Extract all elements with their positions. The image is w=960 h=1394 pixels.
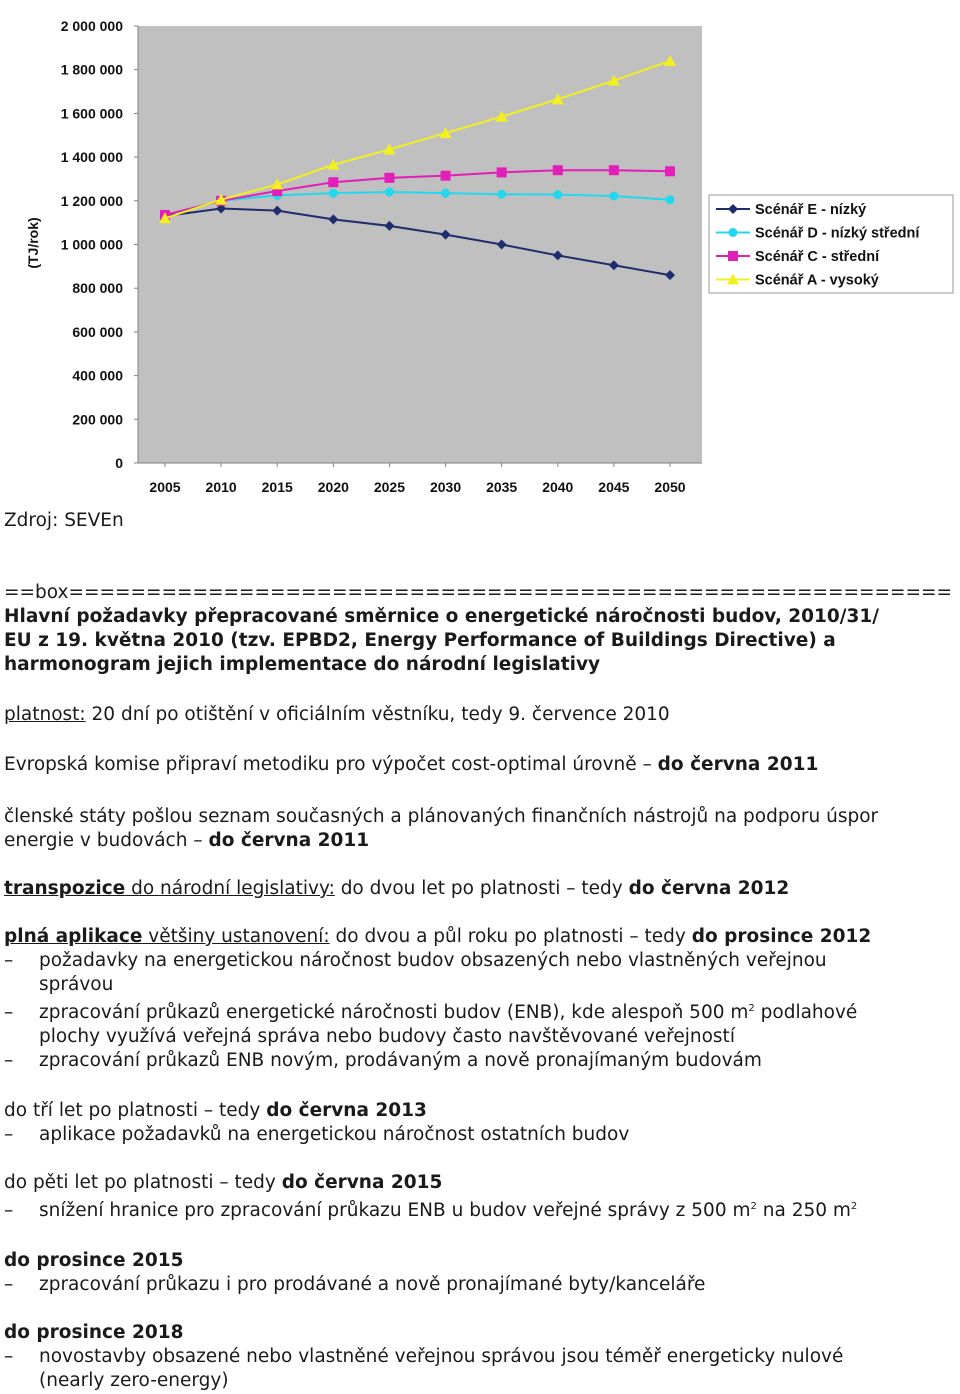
dec2018-item-line-1: novostavby obsazené nebo vlastněné veřejnou správou jsou téměř energeticky nulové bbox=[39, 1346, 844, 1367]
dec2018-item-line-2: (nearly zero-energy) bbox=[39, 1370, 229, 1391]
five-years-item-b: na 250 m bbox=[756, 1200, 851, 1221]
list-dash: – bbox=[4, 950, 14, 971]
list-dash: – bbox=[4, 1274, 14, 1295]
box-marker: ==box========================================================= bbox=[4, 582, 952, 603]
three-years-item: aplikace požadavků na energetickou náročnost ostatních budov bbox=[39, 1124, 630, 1145]
full-application-text: do dvou a půl roku po platnosti – tedy bbox=[329, 926, 692, 947]
five-years-line bbox=[4, 1171, 442, 1195]
y-tick-label: 1 000 000 bbox=[60, 236, 123, 253]
legend-marker-3 bbox=[728, 251, 738, 261]
superscript: 2 bbox=[748, 1003, 755, 1014]
x-tick-label: 2035 bbox=[486, 479, 518, 495]
data-point-2 bbox=[329, 189, 338, 198]
x-tick-label: 2045 bbox=[598, 479, 630, 495]
three-years-deadline: do června 2013 bbox=[266, 1100, 427, 1121]
x-tick-label: 2015 bbox=[261, 479, 293, 495]
data-point-2 bbox=[553, 190, 562, 199]
data-point-2 bbox=[497, 190, 506, 199]
dec2018-deadline: do prosince 2018 bbox=[4, 1322, 184, 1343]
legend-label-1: Scénář E - nízký bbox=[755, 202, 867, 218]
list-item-2-text: zpracování průkazů energetické náročnosti budov (ENB), kde alespoň 500 m bbox=[39, 1002, 749, 1023]
list-dash: – bbox=[4, 1124, 14, 1145]
x-tick-label: 2040 bbox=[542, 479, 574, 495]
y-tick-label: 1 800 000 bbox=[60, 61, 123, 78]
transposition-line bbox=[4, 877, 789, 901]
x-tick-label: 2025 bbox=[373, 479, 406, 495]
y-tick-label: 1 400 000 bbox=[60, 149, 123, 166]
heading-line-2: EU z 19. května 2010 (tzv. EPBD2, Energy Performance of Buildings Directive) a bbox=[4, 630, 836, 651]
full-application-label-rest: většiny ustanovení: bbox=[142, 926, 330, 947]
x-tick-label: 2005 bbox=[149, 479, 181, 495]
list-dash: – bbox=[4, 1346, 14, 1367]
heading-line-1: Hlavní požadavky přepracované směrnice o energetické náročnosti budov, 2010/31/ bbox=[4, 606, 880, 627]
transposition-label-rest: do národní legislativy: bbox=[125, 878, 335, 899]
dec2015-deadline: do prosince 2015 bbox=[4, 1250, 184, 1271]
data-point-3 bbox=[609, 165, 619, 175]
member-states-text: energie v budovách – bbox=[4, 830, 209, 851]
member-states-deadline: do června 2011 bbox=[208, 830, 370, 851]
list-item-1-line-2: správou bbox=[39, 974, 114, 995]
transposition-deadline: do června 2012 bbox=[628, 878, 790, 899]
list-item-1-line-1: požadavky na energetickou náročnost budov obsazených nebo vlastněných veřejnou bbox=[39, 950, 827, 971]
five-years-deadline: do června 2015 bbox=[281, 1172, 443, 1193]
chart-svg bbox=[0, 0, 960, 500]
full-application-label: plná aplikace bbox=[4, 926, 143, 947]
five-years-text: do pěti let po platnosti – tedy bbox=[4, 1172, 282, 1193]
transposition-label: transpozice bbox=[4, 878, 126, 899]
commission-deadline: do června 2011 bbox=[657, 754, 819, 775]
source-note: Zdroj: SEVEn bbox=[4, 510, 124, 531]
data-point-3 bbox=[497, 167, 507, 177]
legend-label-2: Scénář D - nízký střední bbox=[755, 225, 920, 242]
y-axis-label: (TJ/rok) bbox=[25, 217, 41, 269]
superscript: 2 bbox=[850, 1201, 858, 1212]
dec2015-item: zpracování průkazu i pro prodávané a nově pronajímané byty/kanceláře bbox=[39, 1274, 706, 1295]
validity-text: 20 dní po otištění v oficiálním věstníku, tedy 9. července 2010 bbox=[85, 704, 670, 725]
full-application-line bbox=[4, 925, 871, 949]
data-point-2 bbox=[441, 189, 450, 198]
legend-label-3: Scénář C - střední bbox=[755, 249, 880, 265]
data-point-3 bbox=[328, 177, 338, 187]
y-tick-label: 1 200 000 bbox=[60, 192, 123, 209]
data-point-2 bbox=[666, 195, 675, 204]
energy-scenarios-chart bbox=[0, 0, 960, 500]
y-tick-label: 1 600 000 bbox=[60, 105, 123, 122]
transposition-text: do dvou let po platnosti – tedy bbox=[334, 878, 629, 899]
three-years-text: do tří let po platnosti – tedy bbox=[4, 1100, 267, 1121]
x-tick-label: 2020 bbox=[317, 479, 349, 495]
list-item-2-text-end: podlahové bbox=[754, 1002, 858, 1023]
x-tick-label: 2050 bbox=[654, 479, 686, 495]
legend-marker-2 bbox=[729, 228, 738, 237]
list-dash: – bbox=[4, 1002, 14, 1023]
y-tick-label: 0 bbox=[115, 455, 123, 471]
three-years-line bbox=[4, 1099, 427, 1123]
legend-label-4: Scénář A - vysoký bbox=[755, 272, 879, 289]
full-application-deadline: do prosince 2012 bbox=[691, 926, 872, 947]
data-point-3 bbox=[553, 165, 563, 175]
y-tick-label: 2 000 000 bbox=[60, 18, 123, 34]
validity-line bbox=[4, 703, 670, 727]
superscript: 2 bbox=[750, 1201, 757, 1212]
heading-line-3: harmonogram jejich implementace do národní legislativy bbox=[4, 654, 601, 675]
y-tick-label: 600 000 bbox=[72, 323, 123, 340]
y-tick-label: 800 000 bbox=[72, 280, 123, 297]
list-item-2-line-2: plochy využívá veřejná správa nebo budovy často navštěvované veřejností bbox=[39, 1026, 735, 1047]
commission-text: Evropská komise připraví metodiku pro výpočet cost-optimal úrovně – bbox=[4, 754, 658, 775]
member-states-line-1: členské státy pošlou seznam současných a plánovaných finančních nástrojů na podporu úspor bbox=[4, 806, 879, 827]
data-point-3 bbox=[384, 173, 394, 183]
data-point-3 bbox=[665, 166, 675, 176]
list-dash: – bbox=[4, 1050, 14, 1071]
data-point-2 bbox=[609, 191, 618, 200]
plot-area bbox=[138, 26, 702, 463]
five-years-item bbox=[39, 1199, 857, 1223]
x-tick-label: 2030 bbox=[429, 479, 462, 495]
list-dash: – bbox=[4, 1200, 14, 1221]
list-item-3: zpracování průkazů ENB novým, prodávaným a nově pronajímaným budovám bbox=[39, 1050, 762, 1071]
x-tick-label: 2010 bbox=[205, 479, 237, 495]
list-item-2-line-1 bbox=[39, 1001, 857, 1025]
data-point-3 bbox=[441, 171, 451, 181]
five-years-item-a: snížení hranice pro zpracování průkazu ENB u budov veřejné správy z 500 m bbox=[39, 1200, 751, 1221]
member-states-line-2 bbox=[4, 829, 369, 853]
data-point-2 bbox=[385, 188, 394, 197]
y-tick-label: 400 000 bbox=[72, 367, 123, 384]
commission-line bbox=[4, 753, 818, 777]
y-tick-label: 200 000 bbox=[72, 411, 123, 428]
validity-label: platnost: bbox=[4, 704, 86, 725]
